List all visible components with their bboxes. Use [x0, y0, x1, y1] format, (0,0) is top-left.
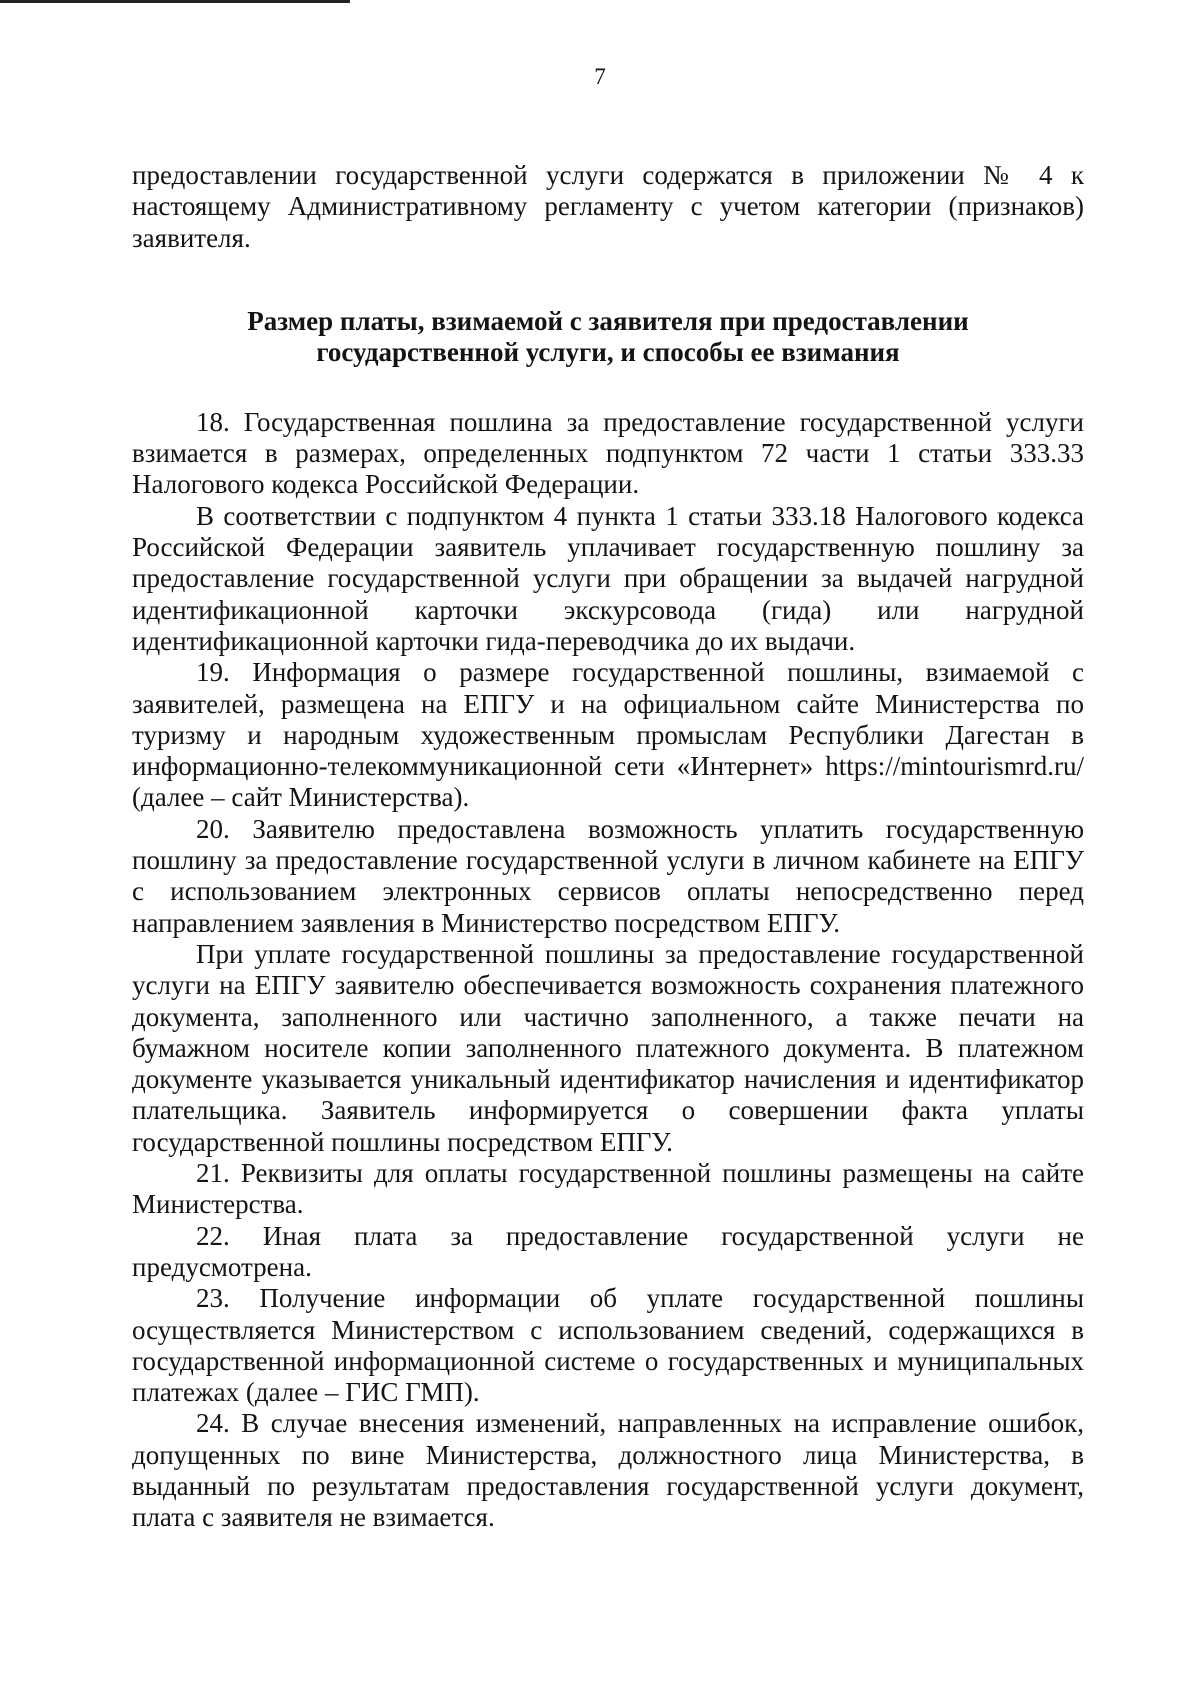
- page-number: 7: [594, 64, 606, 89]
- paragraph-20-continued: При уплате государственной пошлины за предоставление государственной услуги на ЕПГУ заявителю обеспечивается возможность сохранения платежного документа, заполненного или частично заполненного, а также печати на бумажном носителе копии заполненного платежного документа. В платежном документе указывается уникальный идентификатор начисления и идентификатор плательщика. Заявитель информируется о совершении факта уплаты государственной пошлины посредством ЕПГУ.: [132, 938, 1084, 1157]
- paragraph-18: 18. Государственная пошлина за предоставление государственной услуги взимается в размерах, определенных подпунктом 72 части 1 статьи 333.33 Налогового кодекса Российской Федерации.: [132, 406, 1084, 500]
- paragraph-19: 19. Информация о размере государственной пошлины, взимаемой с заявителей, размещена на ЕПГУ и на официальном сайте Министерства по туризму и народным художественным промыслам Республики Дагестан в информационно-телекоммуникационной сети «Интернет» https://mintourismrd.ru/ (далее – сайт Министерства).: [132, 657, 1084, 813]
- paragraph-23: 23. Получение информации об уплате государственной пошлины осуществляется Министерством с использованием сведений, содержащихся в государственной информационной системе о государственных и муниципальных платежах (далее – ГИС ГМП).: [132, 1283, 1084, 1408]
- scan-edge-line: [0, 0, 350, 3]
- paragraph-18-continued: В соответствии с подпунктом 4 пункта 1 статьи 333.18 Налогового кодекса Российской Федерации заявитель уплачивает государственную пошлину за предоставление государственной услуги при обращении за выдачей нагрудной идентификационной карточки экскурсовода (гида) или нагрудной идентификационной карточки гида-переводчика до их выдачи.: [132, 500, 1084, 656]
- paragraph-24: 24. В случае внесения изменений, направленных на исправление ошибок, допущенных по вине Министерства, должностного лица Министерства, в выданный по результатам предоставления государственной услуги документ, плата с заявителя не взимается.: [132, 1408, 1084, 1533]
- paragraph-20: 20. Заявителю предоставлена возможность уплатить государственную пошлину за предоставление государственной услуги в личном кабинете на ЕПГУ с использованием электронных сервисов оплаты непосредственно перед направлением заявления в Министерство посредством ЕПГУ.: [132, 813, 1084, 938]
- section-heading: Размер платы, взимаемой с заявителя при предоставлении государственной услуги, и способы ее взимания: [247, 305, 969, 367]
- document-body: [132, 160, 1084, 1534]
- intro-paragraph: предоставлении государственной услуги содержатся в приложении № 4 к настоящему Административному регламенту с учетом категории (признаков) заявителя.: [132, 160, 1084, 253]
- paragraph-22: 22. Иная плата за предоставление государственной услуги не предусмотрена.: [132, 1220, 1084, 1282]
- paragraph-21: 21. Реквизиты для оплаты государственной пошлины размещены на сайте Министерства.: [132, 1158, 1084, 1220]
